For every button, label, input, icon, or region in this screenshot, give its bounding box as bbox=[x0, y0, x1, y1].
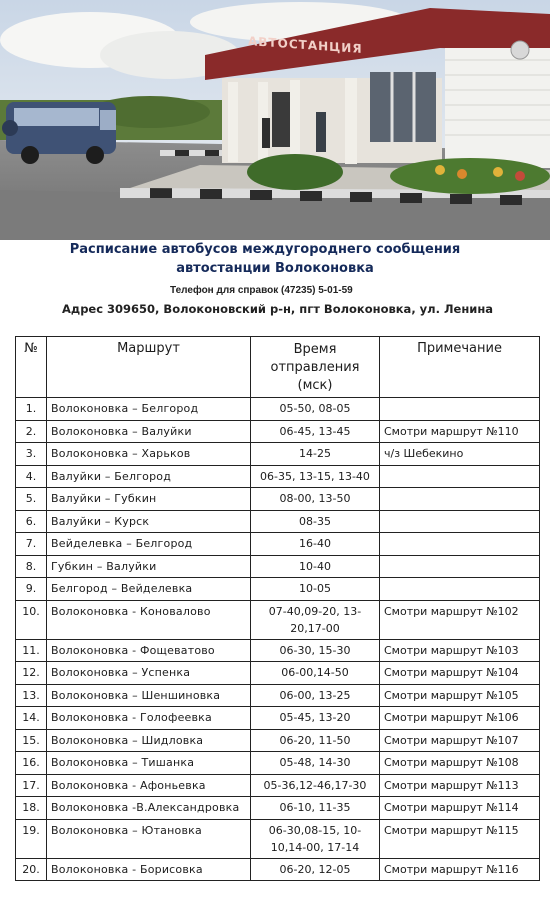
note-cell: Смотри маршрут №103 bbox=[380, 639, 540, 662]
row-number: 2. bbox=[16, 420, 47, 443]
table-row bbox=[16, 465, 540, 488]
table-body bbox=[16, 398, 540, 881]
route-cell: Волоконовка - Афоньевка bbox=[47, 774, 251, 797]
row-number: 7. bbox=[16, 533, 47, 556]
bus-station-photo bbox=[0, 0, 550, 240]
table-row bbox=[16, 662, 540, 685]
table-row bbox=[16, 707, 540, 730]
route-cell: Волоконовка -В.Александровка bbox=[47, 797, 251, 820]
departure-time-cell: 14-25 bbox=[251, 443, 380, 466]
note-cell bbox=[380, 488, 540, 511]
route-cell: Волоконовка – Ютановка bbox=[47, 819, 251, 858]
table-row bbox=[16, 578, 540, 601]
route-cell: Волоконовка – Валуйки bbox=[47, 420, 251, 443]
route-cell: Волоконовка - Голофеевка bbox=[47, 707, 251, 730]
row-number: 14. bbox=[16, 707, 47, 730]
departure-time-cell: 10-05 bbox=[251, 578, 380, 601]
schedule-subtitle: автостанции Волоконовка bbox=[176, 261, 374, 276]
route-cell: Волоконовка – Харьков bbox=[47, 443, 251, 466]
table-row bbox=[16, 510, 540, 533]
row-number: 18. bbox=[16, 797, 47, 820]
table-row bbox=[16, 600, 540, 639]
table-row bbox=[16, 555, 540, 578]
note-cell: Смотри маршрут №115 bbox=[380, 819, 540, 858]
schedule-table bbox=[15, 336, 540, 881]
row-number: 1. bbox=[16, 398, 47, 421]
row-number: 13. bbox=[16, 684, 47, 707]
note-cell: Смотри маршрут №102 bbox=[380, 600, 540, 639]
route-cell: Волоконовка - Коновалово bbox=[47, 600, 251, 639]
station-sign: АВТОСТАНЦИЯ bbox=[248, 33, 363, 57]
departure-time-cell: 06-00, 13-25 bbox=[251, 684, 380, 707]
phone-line: Телефон для справок (47235) 5-01-59 bbox=[170, 285, 353, 296]
departure-time-cell: 05-50, 08-05 bbox=[251, 398, 380, 421]
note-cell: Смотри маршрут №107 bbox=[380, 729, 540, 752]
row-number: 9. bbox=[16, 578, 47, 601]
row-number: 15. bbox=[16, 729, 47, 752]
table-row bbox=[16, 858, 540, 881]
note-cell bbox=[380, 555, 540, 578]
departure-time-cell: 08-35 bbox=[251, 510, 380, 533]
departure-time-cell: 16-40 bbox=[251, 533, 380, 556]
route-cell: Вейделевка – Белгород bbox=[47, 533, 251, 556]
table-row bbox=[16, 684, 540, 707]
note-cell: Смотри маршрут №108 bbox=[380, 752, 540, 775]
departure-time-cell: 08-00, 13-50 bbox=[251, 488, 380, 511]
row-number: 8. bbox=[16, 555, 47, 578]
departure-time-cell: 05-45, 13-20 bbox=[251, 707, 380, 730]
table-header-row bbox=[16, 337, 540, 398]
row-number: 4. bbox=[16, 465, 47, 488]
note-cell bbox=[380, 398, 540, 421]
schedule-title: Расписание автобусов междугороднего сообщения bbox=[69, 242, 461, 257]
table-row bbox=[16, 420, 540, 443]
note-cell: Смотри маршрут №110 bbox=[380, 420, 540, 443]
note-cell bbox=[380, 578, 540, 601]
address-line: Адрес 309650, Волоконовский р-н, пгт Волоконовка, ул. Ленина bbox=[62, 302, 494, 316]
departure-time-cell: 07-40,09-20, 13-20,17-00 bbox=[251, 600, 380, 639]
table-row bbox=[16, 729, 540, 752]
table-row bbox=[16, 443, 540, 466]
departure-time-cell: 06-30,08-15, 10-10,14-00, 17-14 bbox=[251, 819, 380, 858]
note-cell: Смотри маршрут №113 bbox=[380, 774, 540, 797]
route-cell: Губкин – Валуйки bbox=[47, 555, 251, 578]
table-row bbox=[16, 774, 540, 797]
route-cell: Волоконовка – Шидловка bbox=[47, 729, 251, 752]
table-row bbox=[16, 797, 540, 820]
route-cell: Волоконовка – Успенка bbox=[47, 662, 251, 685]
row-number: 3. bbox=[16, 443, 47, 466]
route-cell: Валуйки – Белгород bbox=[47, 465, 251, 488]
note-cell: Смотри маршрут №114 bbox=[380, 797, 540, 820]
table-row bbox=[16, 398, 540, 421]
note-cell: ч/з Шебекино bbox=[380, 443, 540, 466]
departure-time-cell: 06-20, 12-05 bbox=[251, 858, 380, 881]
route-cell: Волоконовка – Белгород bbox=[47, 398, 251, 421]
route-cell: Валуйки – Губкин bbox=[47, 488, 251, 511]
route-cell: Белгород – Вейделевка bbox=[47, 578, 251, 601]
row-number: 17. bbox=[16, 774, 47, 797]
departure-time-cell: 05-36,12-46,17-30 bbox=[251, 774, 380, 797]
row-number: 6. bbox=[16, 510, 47, 533]
departure-time-cell: 06-20, 11-50 bbox=[251, 729, 380, 752]
table-row bbox=[16, 752, 540, 775]
column-header-note: Примечание bbox=[380, 337, 540, 398]
column-header-time: Время отправления (мск) bbox=[251, 337, 380, 398]
route-cell: Волоконовка – Тишанка bbox=[47, 752, 251, 775]
departure-time-cell: 06-35, 13-15, 13-40 bbox=[251, 465, 380, 488]
departure-time-cell: 10-40 bbox=[251, 555, 380, 578]
row-number: 19. bbox=[16, 819, 47, 858]
table-row bbox=[16, 488, 540, 511]
note-cell: Смотри маршрут №105 bbox=[380, 684, 540, 707]
row-number: 11. bbox=[16, 639, 47, 662]
table-row bbox=[16, 639, 540, 662]
route-cell: Волоконовка - Борисовка bbox=[47, 858, 251, 881]
departure-time-cell: 05-48, 14-30 bbox=[251, 752, 380, 775]
note-cell bbox=[380, 533, 540, 556]
column-header-number: № bbox=[16, 337, 47, 398]
departure-time-cell: 06-10, 11-35 bbox=[251, 797, 380, 820]
departure-time-cell: 06-30, 15-30 bbox=[251, 639, 380, 662]
column-header-route: Маршрут bbox=[47, 337, 251, 398]
route-cell: Валуйки – Курск bbox=[47, 510, 251, 533]
row-number: 12. bbox=[16, 662, 47, 685]
note-cell: Смотри маршрут №104 bbox=[380, 662, 540, 685]
route-cell: Волоконовка – Шеншиновка bbox=[47, 684, 251, 707]
departure-time-cell: 06-45, 13-45 bbox=[251, 420, 380, 443]
row-number: 16. bbox=[16, 752, 47, 775]
note-cell bbox=[380, 465, 540, 488]
row-number: 20. bbox=[16, 858, 47, 881]
departure-time-cell: 06-00,14-50 bbox=[251, 662, 380, 685]
note-cell: Смотри маршрут №106 bbox=[380, 707, 540, 730]
table-row bbox=[16, 819, 540, 858]
table-row bbox=[16, 533, 540, 556]
route-cell: Волоконовка - Фощеватово bbox=[47, 639, 251, 662]
note-cell: Смотри маршрут №116 bbox=[380, 858, 540, 881]
row-number: 5. bbox=[16, 488, 47, 511]
note-cell bbox=[380, 510, 540, 533]
row-number: 10. bbox=[16, 600, 47, 639]
